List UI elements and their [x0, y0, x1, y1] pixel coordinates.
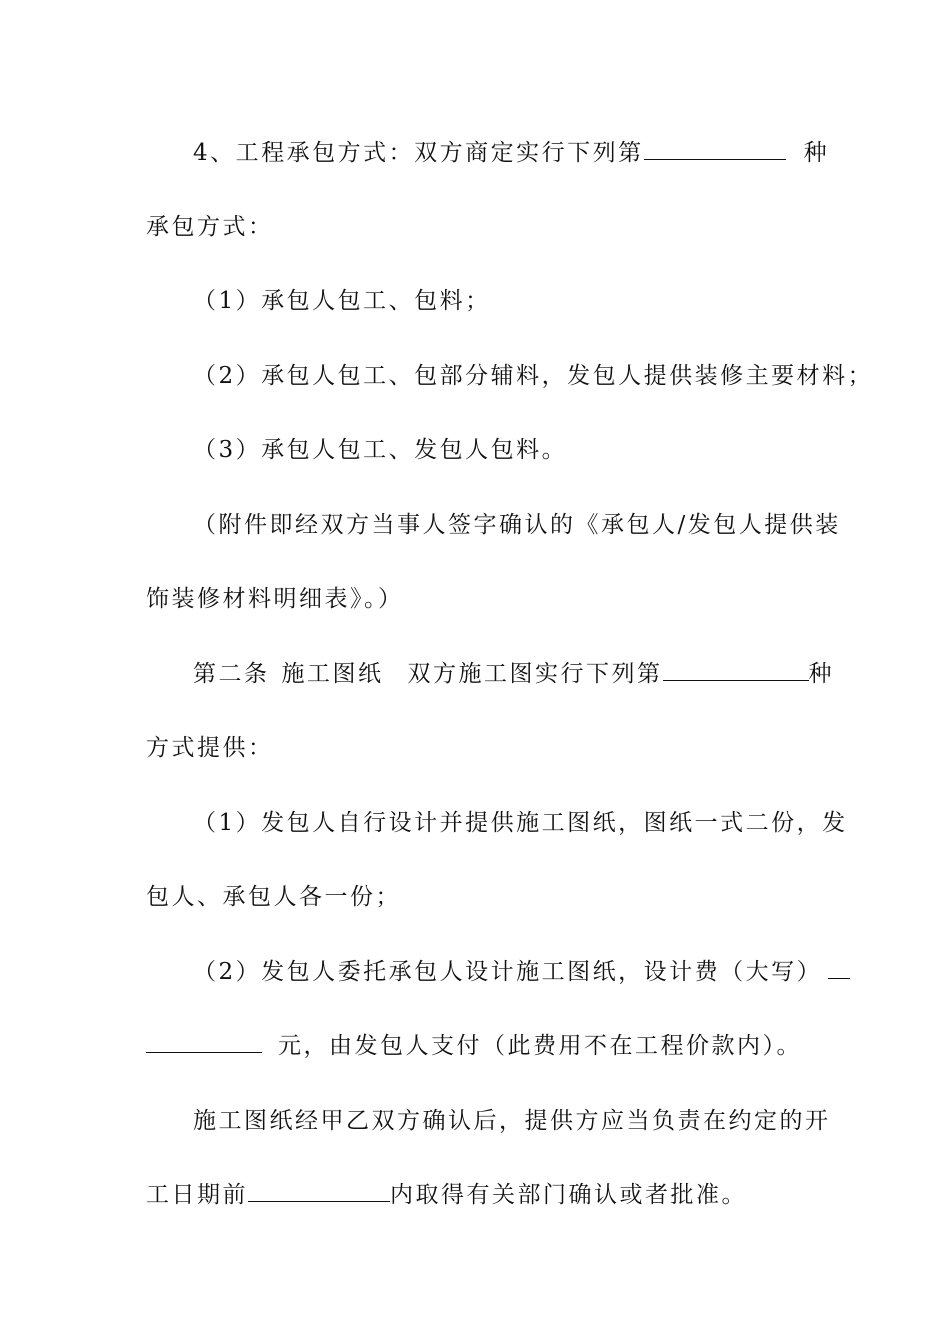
- paragraph-approval-cont: [146, 1180, 747, 1210]
- article-2-cont: [146, 733, 274, 763]
- paragraph-contract-mode: [193, 138, 829, 168]
- text-kind-2: 种: [808, 661, 834, 687]
- paragraph-approval: [193, 1106, 831, 1136]
- paragraph-contract-mode-cont: [146, 212, 274, 242]
- text-attachment-2: 饰装修材料明细表》。）: [146, 586, 404, 612]
- blank-contract-mode-choice: [644, 139, 786, 160]
- blank-design-fee: [146, 1032, 262, 1053]
- drawing-option-1: [193, 808, 848, 838]
- option-3: [193, 435, 567, 465]
- text-drawing-option-2b: 元，由发包人支付（此费用不在工程价款内）。: [278, 1033, 802, 1059]
- blank-design-fee-start: [828, 958, 850, 979]
- drawing-option-2: [193, 957, 850, 987]
- option-2: [193, 361, 873, 391]
- text-drawing-option-1a: （1）发包人自行设计并提供施工图纸，图纸一式二份，发: [193, 810, 848, 836]
- text-contract-mode-label: 承包方式：: [146, 214, 274, 240]
- paragraph-attachment: [193, 510, 841, 540]
- option-1: [193, 286, 491, 316]
- text-kind: 种: [803, 140, 830, 166]
- text-drawing-option-2a: （2）发包人委托承包人设计施工图纸，设计费（大写）: [193, 959, 823, 985]
- text-attachment-1: （附件即经双方当事人签字确认的《承包人/发包人提供装: [193, 512, 841, 538]
- drawing-option-1-cont: [146, 882, 401, 912]
- article-title: 施工图纸: [281, 661, 384, 687]
- blank-approval-deadline: [248, 1181, 390, 1202]
- text-approval-3: 内取得有关部门确认或者批准。: [390, 1182, 747, 1208]
- text-drawing-option-1b: 包人、承包人各一份；: [146, 884, 401, 910]
- article-number: 第二条: [193, 661, 270, 687]
- article-2-heading: [193, 659, 834, 689]
- text-option-3: （3）承包人包工、发包人包料。: [193, 437, 568, 463]
- paragraph-attachment-cont: [146, 584, 404, 614]
- text-drawing-mode-label: 方式提供：: [146, 735, 274, 761]
- blank-drawing-mode-choice: [663, 660, 809, 681]
- text-approval-1: 施工图纸经甲乙双方确认后，提供方应当负责在约定的开: [193, 1108, 831, 1134]
- drawing-option-2-cont: [146, 1031, 802, 1061]
- text-option-2: （2）承包人包工、包部分辅料，发包人提供装修主要材料；: [193, 363, 874, 389]
- text-option-1: （1）承包人包工、包料；: [193, 288, 491, 314]
- text-approval-2: 工日期前: [146, 1182, 248, 1208]
- text-drawing-mode-intro: 双方施工图实行下列第: [407, 661, 663, 687]
- text-contract-mode-intro: 4、工程承包方式：双方商定实行下列第: [193, 140, 644, 166]
